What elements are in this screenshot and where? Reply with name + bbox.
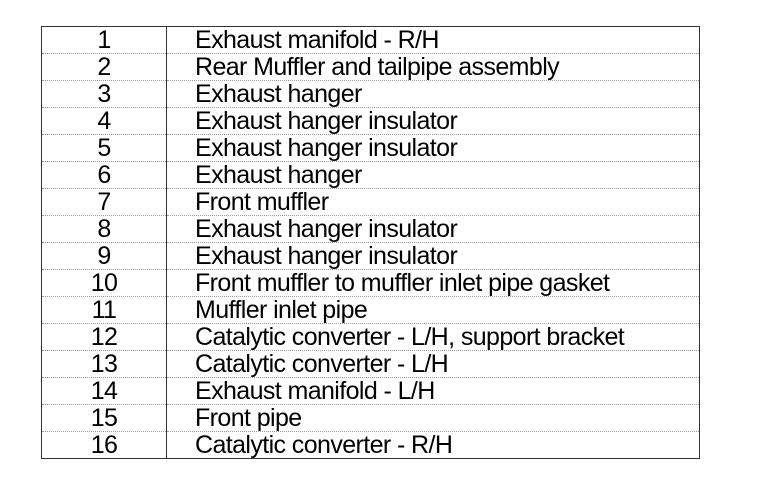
part-number-cell: 15 <box>42 405 167 432</box>
table-row <box>42 162 700 189</box>
part-description-cell: Muffler inlet pipe <box>167 297 700 324</box>
part-number-cell: 10 <box>42 270 167 297</box>
parts-table <box>41 26 700 459</box>
table-row <box>42 216 700 243</box>
table-row <box>42 324 700 351</box>
part-number-cell: 7 <box>42 189 167 216</box>
part-description-cell: Exhaust hanger insulator <box>167 135 700 162</box>
part-description-cell: Exhaust hanger <box>167 162 700 189</box>
part-number-cell: 14 <box>42 378 167 405</box>
table-row <box>42 189 700 216</box>
table-row <box>42 243 700 270</box>
table-row <box>42 81 700 108</box>
part-number-cell: 11 <box>42 297 167 324</box>
part-number-cell: 3 <box>42 81 167 108</box>
table-row <box>42 27 700 54</box>
part-description-cell: Front pipe <box>167 405 700 432</box>
part-description-cell: Front muffler to muffler inlet pipe gasket <box>167 270 700 297</box>
table-row <box>42 405 700 432</box>
part-description-cell: Catalytic converter - L/H <box>167 351 700 378</box>
part-description-cell: Rear Muffler and tailpipe assembly <box>167 54 700 81</box>
part-number-cell: 1 <box>42 27 167 54</box>
part-number-cell: 4 <box>42 108 167 135</box>
table-row <box>42 378 700 405</box>
part-description-cell: Exhaust manifold - L/H <box>167 378 700 405</box>
table-row <box>42 297 700 324</box>
part-number-cell: 2 <box>42 54 167 81</box>
part-description-cell: Exhaust hanger <box>167 81 700 108</box>
part-description-cell: Exhaust hanger insulator <box>167 108 700 135</box>
table-row <box>42 432 700 459</box>
part-description-cell: Exhaust hanger insulator <box>167 243 700 270</box>
part-number-cell: 13 <box>42 351 167 378</box>
part-description-cell: Catalytic converter - L/H, support bracket <box>167 324 700 351</box>
part-number-cell: 6 <box>42 162 167 189</box>
part-number-cell: 12 <box>42 324 167 351</box>
part-number-cell: 16 <box>42 432 167 459</box>
part-number-cell: 9 <box>42 243 167 270</box>
part-number-cell: 5 <box>42 135 167 162</box>
table-row <box>42 351 700 378</box>
table-row <box>42 270 700 297</box>
part-description-cell: Exhaust hanger insulator <box>167 216 700 243</box>
part-description-cell: Exhaust manifold - R/H <box>167 27 700 54</box>
parts-table-body <box>42 27 700 459</box>
part-number-cell: 8 <box>42 216 167 243</box>
table-row <box>42 108 700 135</box>
table-row <box>42 135 700 162</box>
part-description-cell: Catalytic converter - R/H <box>167 432 700 459</box>
part-description-cell: Front muffler <box>167 189 700 216</box>
table-row <box>42 54 700 81</box>
